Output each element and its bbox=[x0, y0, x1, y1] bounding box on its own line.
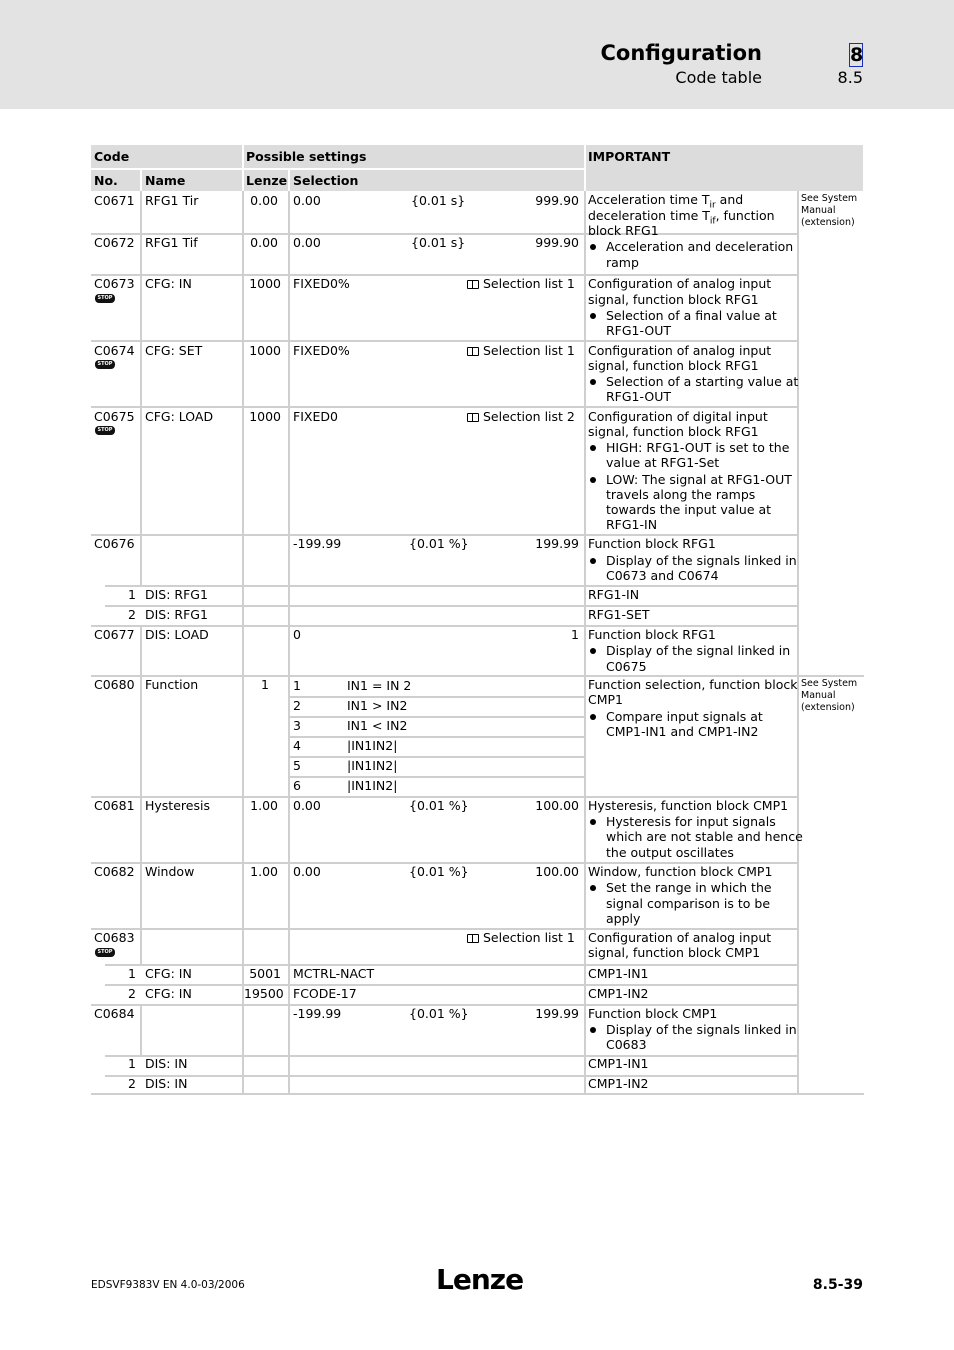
subimp-c0676-1: RFG1-IN bbox=[588, 587, 640, 602]
important-c0675-line1: Configuration of digital input bbox=[588, 409, 768, 424]
grid-line bbox=[91, 1093, 864, 1095]
max-c0684: 199.99 bbox=[535, 1006, 579, 1021]
book-icon bbox=[467, 934, 479, 943]
unit-c0681: {0.01 %} bbox=[409, 798, 469, 813]
bullet-c0674: Selection of a starting value at bbox=[606, 374, 799, 389]
max-c0682: 100.00 bbox=[535, 864, 579, 879]
header-lenze: Lenze bbox=[246, 173, 288, 188]
grid-line bbox=[105, 605, 797, 607]
max-c0676: 199.99 bbox=[535, 536, 579, 551]
min-c0677: 0 bbox=[293, 627, 301, 642]
grid-line bbox=[797, 191, 799, 1094]
name-c0672: RFG1 Tif bbox=[145, 235, 198, 250]
option-text: |IN1IN2| bbox=[347, 758, 398, 773]
subsel-c0683-2: FCODE-17 bbox=[293, 986, 357, 1001]
list-c0683[interactable]: Selection list 1 bbox=[467, 930, 575, 946]
section-title: Code table bbox=[675, 68, 762, 87]
grid-line bbox=[290, 776, 584, 778]
important-c0681-line1: Hysteresis, function block CMP1 bbox=[588, 798, 789, 813]
see-manual-1-line3: (extension) bbox=[801, 217, 855, 228]
subcode-c0684-2: 2 bbox=[128, 1076, 136, 1091]
important-c0674-line1: Configuration of analog input bbox=[588, 343, 772, 358]
lenze-c0673: 1000 bbox=[249, 276, 281, 291]
code-c0671: C0671 bbox=[94, 193, 135, 208]
max-c0677: 1 bbox=[571, 627, 579, 642]
important-c0674-line2: signal, function block RFG1 bbox=[588, 358, 759, 373]
lenze-logo: Lenze bbox=[436, 1263, 524, 1296]
code-c0683: C0683 bbox=[94, 930, 135, 945]
book-icon bbox=[467, 280, 479, 289]
unit-c0672: {0.01 s} bbox=[411, 235, 466, 250]
bullet-c0677-cont: C0675 bbox=[606, 659, 647, 674]
important-c0680-line1: Function selection, function block bbox=[588, 677, 798, 692]
header-code: Code bbox=[94, 149, 130, 164]
code-c0675: C0675 bbox=[94, 409, 135, 424]
subimp-c0684-2: CMP1-IN2 bbox=[588, 1076, 649, 1091]
min-c0672: 0.00 bbox=[293, 235, 321, 250]
chapter-title: Configuration bbox=[600, 41, 762, 65]
bullet-c0682-cont1: signal comparison is to be bbox=[606, 896, 771, 911]
book-icon bbox=[467, 413, 479, 422]
code-c0682: C0682 bbox=[94, 864, 135, 879]
code-c0684: C0684 bbox=[94, 1006, 135, 1021]
list-c0674[interactable]: Selection list 1 bbox=[467, 343, 575, 359]
bullet-c0684-cont: C0683 bbox=[606, 1037, 647, 1052]
max-c0681: 100.00 bbox=[535, 798, 579, 813]
sublenze-c0683-1: 5001 bbox=[249, 966, 281, 981]
book-icon bbox=[467, 347, 479, 356]
option-text: |IN1IN2| bbox=[347, 778, 398, 793]
list-c0675[interactable]: Selection list 2 bbox=[467, 409, 575, 425]
header-important: IMPORTANT bbox=[588, 149, 671, 164]
option-num: 4 bbox=[293, 738, 301, 753]
code-c0681: C0681 bbox=[94, 798, 135, 813]
section-number: 8.5 bbox=[837, 68, 863, 87]
min-c0682: 0.00 bbox=[293, 864, 321, 879]
bullet-c0671: Acceleration and deceleration bbox=[606, 239, 794, 254]
grid-line bbox=[91, 340, 798, 342]
code-c0676: C0676 bbox=[94, 536, 135, 551]
lenze-c0671: 0.00 bbox=[250, 193, 278, 208]
max-c0672: 999.90 bbox=[535, 235, 579, 250]
sublenze-c0683-2: 19500 bbox=[244, 986, 284, 1001]
subsel-c0683-1: MCTRL-NACT bbox=[293, 966, 375, 981]
subimp-c0676-2: RFG1-SET bbox=[588, 607, 650, 622]
see-manual-1-line1: See System bbox=[801, 193, 858, 204]
unit-c0682: {0.01 %} bbox=[409, 864, 469, 879]
stop-icon: STOP bbox=[95, 294, 115, 303]
grid-line bbox=[105, 1055, 797, 1057]
sel-c0674: FIXED0% bbox=[293, 343, 350, 358]
code-c0677: C0677 bbox=[94, 627, 135, 642]
option-num: 5 bbox=[293, 758, 301, 773]
bullet-c0680: Compare input signals at bbox=[606, 709, 763, 724]
subcode-c0676-1: 1 bbox=[128, 587, 136, 602]
option-text: IN1 > IN2 bbox=[347, 698, 408, 713]
stop-icon: STOP bbox=[95, 360, 115, 369]
subimp-c0684-1: CMP1-IN1 bbox=[588, 1056, 649, 1071]
bullet-c0674-cont: RFG1-OUT bbox=[606, 389, 671, 404]
name-c0671: RFG1 Tir bbox=[145, 193, 199, 208]
lenze-c0682: 1.00 bbox=[250, 864, 278, 879]
lenze-c0680: 1 bbox=[261, 677, 269, 692]
option-num: 3 bbox=[293, 718, 301, 733]
bullet-c0681: Hysteresis for input signals bbox=[606, 814, 776, 829]
subcode-c0683-2: 2 bbox=[128, 986, 136, 1001]
see-manual-2-line1: See System bbox=[801, 678, 858, 689]
grid-line bbox=[242, 191, 244, 1094]
max-c0671: 999.90 bbox=[535, 193, 579, 208]
grid-line bbox=[290, 696, 584, 698]
bullet-c0677: Display of the signal linked in bbox=[606, 643, 791, 658]
important-c0673-line1: Configuration of analog input bbox=[588, 276, 772, 291]
min-c0684: -199.99 bbox=[293, 1006, 342, 1021]
grid-line bbox=[290, 756, 584, 758]
name-c0677: DIS: LOAD bbox=[145, 627, 209, 642]
name-c0681: Hysteresis bbox=[145, 798, 210, 813]
header-name: Name bbox=[145, 173, 186, 188]
grid-line bbox=[105, 984, 797, 986]
option-text: |IN1IN2| bbox=[347, 738, 398, 753]
bullet-c0675-low-cont2: towards the input value at bbox=[606, 502, 772, 517]
unit-c0671: {0.01 s} bbox=[411, 193, 466, 208]
see-manual-1-line2: Manual bbox=[801, 205, 836, 216]
important-c0675-line2: signal, function block RFG1 bbox=[588, 424, 759, 439]
name-c0680: Function bbox=[145, 677, 199, 692]
grid-line bbox=[290, 716, 584, 718]
subname-c0683-2: CFG: IN bbox=[145, 986, 192, 1001]
subname-c0676-2: DIS: RFG1 bbox=[145, 607, 208, 622]
important-c0671-line3: block RFG1 bbox=[588, 223, 659, 238]
name-c0682: Window bbox=[145, 864, 195, 879]
bullet-c0680-cont: CMP1-IN1 and CMP1-IN2 bbox=[606, 724, 759, 739]
bullet-c0675-low: LOW: The signal at RFG1-OUT bbox=[606, 472, 792, 487]
sel-c0673: FIXED0% bbox=[293, 276, 350, 291]
chapter-number: 8 bbox=[850, 44, 864, 66]
important-c0671-line1: Acceleration time $T_{ir}$ and bbox=[588, 192, 744, 211]
header-no: No. bbox=[94, 173, 118, 188]
subimp-c0683-2: CMP1-IN2 bbox=[588, 986, 649, 1001]
option-num: 6 bbox=[293, 778, 301, 793]
subcode-c0676-2: 2 bbox=[128, 607, 136, 622]
bullet-c0681-cont2: the output oscillates bbox=[606, 845, 734, 860]
bullet-c0673: Selection of a final value at bbox=[606, 308, 777, 323]
subcode-c0683-1: 1 bbox=[128, 966, 136, 981]
bullet-c0676: Display of the signals linked in bbox=[606, 553, 797, 568]
document-id: EDSVF9383V EN 4.0-03/2006 bbox=[91, 1279, 245, 1291]
important-c0671-line2: deceleration time $T_{if}$, function bbox=[588, 208, 775, 227]
list-c0673[interactable]: Selection list 1 bbox=[467, 276, 575, 292]
grid-line bbox=[105, 585, 797, 587]
page-number: 8.5-39 bbox=[812, 1277, 863, 1293]
important-c0673-line2: signal, function block RFG1 bbox=[588, 292, 759, 307]
important-c0677-line1: Function block RFG1 bbox=[588, 627, 716, 642]
subname-c0683-1: CFG: IN bbox=[145, 966, 192, 981]
header-selection: Selection bbox=[293, 173, 359, 188]
important-c0684-line1: Function block CMP1 bbox=[588, 1006, 718, 1021]
lenze-c0675: 1000 bbox=[249, 409, 281, 424]
code-c0672: C0672 bbox=[94, 235, 135, 250]
stop-icon: STOP bbox=[95, 948, 115, 957]
lenze-c0672: 0.00 bbox=[250, 235, 278, 250]
option-num: 2 bbox=[293, 698, 301, 713]
unit-c0684: {0.01 %} bbox=[409, 1006, 469, 1021]
header-possible: Possible settings bbox=[246, 149, 367, 164]
code-c0680: C0680 bbox=[94, 677, 135, 692]
important-c0683-line1: Configuration of analog input bbox=[588, 930, 772, 945]
stop-icon: STOP bbox=[95, 426, 115, 435]
bullet-c0681-cont1: which are not stable and hence bbox=[606, 829, 803, 844]
bullet-c0673-cont: RFG1-OUT bbox=[606, 323, 671, 338]
important-c0680-line2: CMP1 bbox=[588, 692, 624, 707]
grid-line bbox=[105, 1075, 797, 1077]
subname-c0676-1: DIS: RFG1 bbox=[145, 587, 208, 602]
sel-c0675: FIXED0 bbox=[293, 409, 338, 424]
see-manual-2-line2: Manual bbox=[801, 690, 836, 701]
subname-c0684-1: DIS: IN bbox=[145, 1056, 188, 1071]
name-c0675: CFG: LOAD bbox=[145, 409, 214, 424]
name-c0674: CFG: SET bbox=[145, 343, 203, 358]
min-c0671: 0.00 bbox=[293, 193, 321, 208]
code-c0674: C0674 bbox=[94, 343, 135, 358]
grid-line bbox=[105, 964, 797, 966]
see-manual-2-line3: (extension) bbox=[801, 702, 855, 713]
unit-c0676: {0.01 %} bbox=[409, 536, 469, 551]
grid-line bbox=[140, 1005, 142, 1055]
important-c0682-line1: Window, function block CMP1 bbox=[588, 864, 773, 879]
option-text: IN1 < IN2 bbox=[347, 718, 408, 733]
min-c0676: -199.99 bbox=[293, 536, 342, 551]
bullet-c0675-high: HIGH: RFG1-OUT is set to the bbox=[606, 440, 790, 455]
bullet-c0675-low-cont3: RFG1-IN bbox=[606, 517, 658, 532]
subcode-c0684-1: 1 bbox=[128, 1056, 136, 1071]
lenze-c0681: 1.00 bbox=[250, 798, 278, 813]
bullet-c0675-low-cont1: travels along the ramps bbox=[606, 487, 756, 502]
subname-c0684-2: DIS: IN bbox=[145, 1076, 188, 1091]
name-c0673: CFG: IN bbox=[145, 276, 192, 291]
bullet-c0684: Display of the signals linked in bbox=[606, 1022, 797, 1037]
bullet-c0682-cont2: apply bbox=[606, 911, 641, 926]
grid-line bbox=[140, 191, 142, 585]
option-text: IN1 = IN 2 bbox=[347, 678, 412, 693]
grid-line bbox=[91, 406, 798, 408]
bullet-c0682: Set the range in which the bbox=[606, 880, 772, 895]
min-c0681: 0.00 bbox=[293, 798, 321, 813]
grid-line bbox=[290, 736, 584, 738]
bullet-c0676-cont: C0673 and C0674 bbox=[606, 568, 719, 583]
bullet-c0671-cont: ramp bbox=[606, 255, 639, 270]
code-c0673: C0673 bbox=[94, 276, 135, 291]
important-c0676-line1: Function block RFG1 bbox=[588, 536, 716, 551]
option-num: 1 bbox=[293, 678, 301, 693]
subimp-c0683-1: CMP1-IN1 bbox=[588, 966, 649, 981]
important-c0683-line2: signal, function block CMP1 bbox=[588, 945, 761, 960]
bullet-c0675-high-cont: value at RFG1-Set bbox=[606, 455, 720, 470]
grid-line bbox=[288, 191, 290, 1094]
grid-line bbox=[584, 191, 586, 1094]
lenze-c0674: 1000 bbox=[249, 343, 281, 358]
